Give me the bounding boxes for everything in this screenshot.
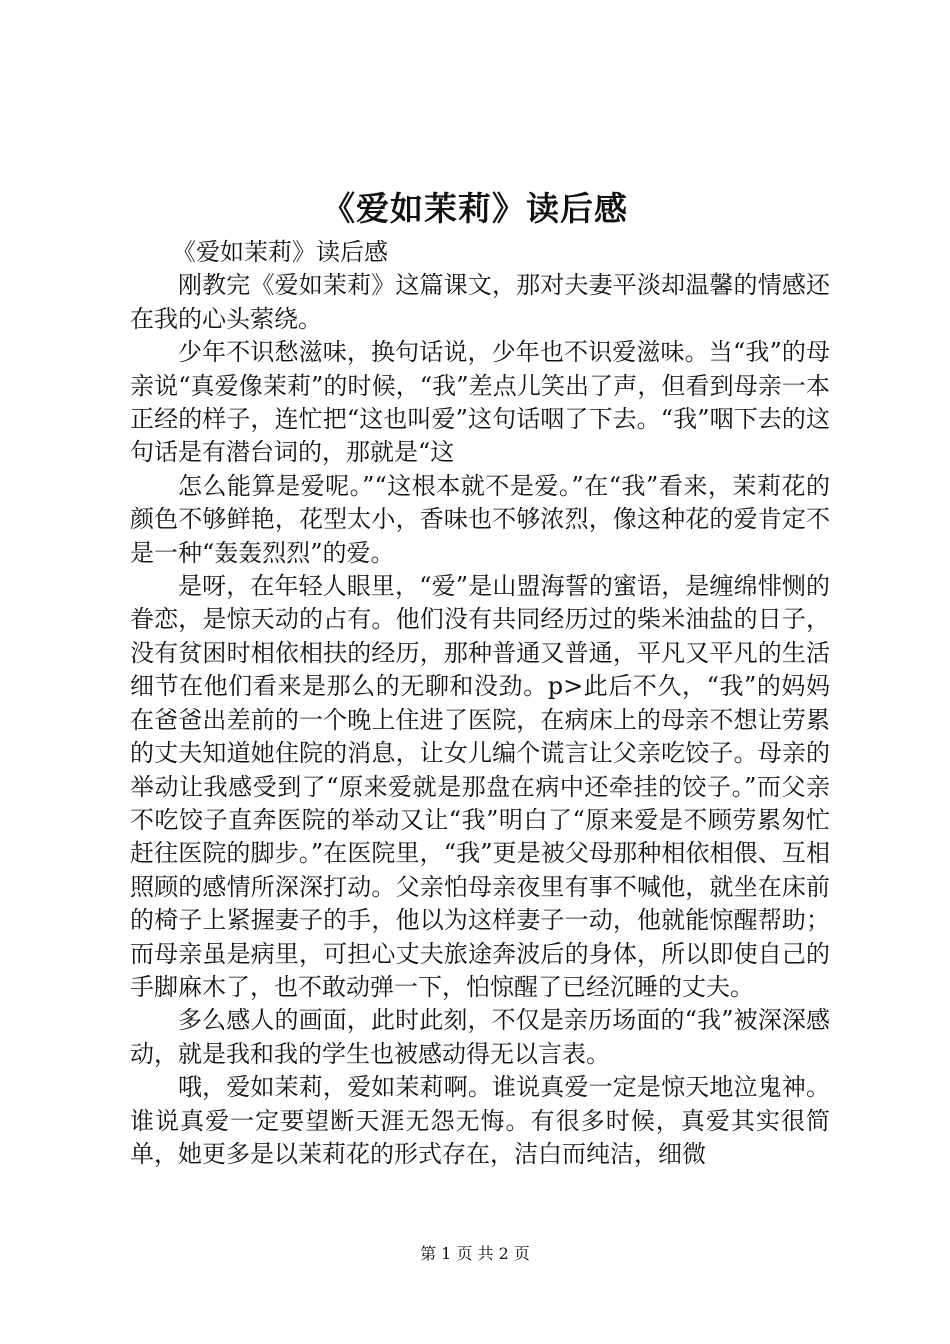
- page-footer: 第 1 页 共 2 页: [420, 1244, 530, 1263]
- paragraph: 哦，爱如茉莉，爱如茉莉啊。谁说真爱一定是惊天地泣鬼神。谁说真爱一定要望断天涯无怨无悔。有很多时候，真爱其实很简单，她更多是以茉莉花的形式存在，洁白而纯洁，细微: [130, 1073, 830, 1168]
- paragraph: 刚教完《爱如茉莉》这篇课文，那对夫妻平淡却温馨的情感还在我的心头萦绕。: [130, 271, 830, 333]
- paragraph-subtitle: 《爱如茉莉》读后感: [172, 238, 388, 266]
- paragraph: 怎么能算是爱呢。”“这根本就不是爱。”在“我”看来，茉莉花的颜色不够鲜艳，花型太小，香味也不够浓烈，像这种花的爱肯定不是一种“轰轰烈烈”的爱。: [130, 471, 830, 567]
- document-body: [130, 236, 830, 1171]
- page-title: 《爱如茉莉》读后感: [322, 189, 628, 228]
- paragraph: 多么感人的画面，此时此刻，不仅是亲历场面的“我”被深深感动，就是我和我的学生也被感动得无以言表。: [130, 1006, 830, 1068]
- paragraph: 少年不识愁滋味，换句话说，少年也不识爱滋味。当“我”的母亲说“真爱像茉莉”的时候，“我”差点儿笑出了声，但看到母亲一本正经的样子，连忙把“这也叫爱”这句话咽了下去。“我”咽下去的这句话是有潜台词的，那就是“这: [130, 338, 830, 467]
- paragraph: 是呀，在年轻人眼里，“爱”是山盟海誓的蜜语，是缠绵悱恻的眷恋，是惊天动的占有。他们没有共同经历过的柴米油盐的日子，没有贫困时相依相扶的经历，那种普通又普通，平凡又平凡的生活细节在他们看来是那么的无聊和没劲。p>此后不久，“我”的妈妈在爸爸出差前的一个晚上住进了医院，在病床上的母亲不想让劳累的丈夫知道她住院的消息，让女儿编个谎言让父亲吃饺子。母亲的举动让我感受到了“原来爱就是那盘在病中还牵挂的饺子。”而父亲不吃饺子直奔医院的举动又让“我”明白了“原来爱是不顾劳累匆忙赶往医院的脚步。”在医院里，“我”更是被父母那种相依相偎、互相照顾的感情所深深打动。父亲怕母亲夜里有事不喊他，就坐在床前的椅子上紧握妻子的手，他以为这样妻子一动，他就能惊醒帮助；而母亲虽是病里，可担心丈夫旅途奔波后的身体，所以即使自己的手脚麻木了，也不敢动弹一下，怕惊醒了已经沉睡的丈夫。: [130, 572, 830, 1001]
